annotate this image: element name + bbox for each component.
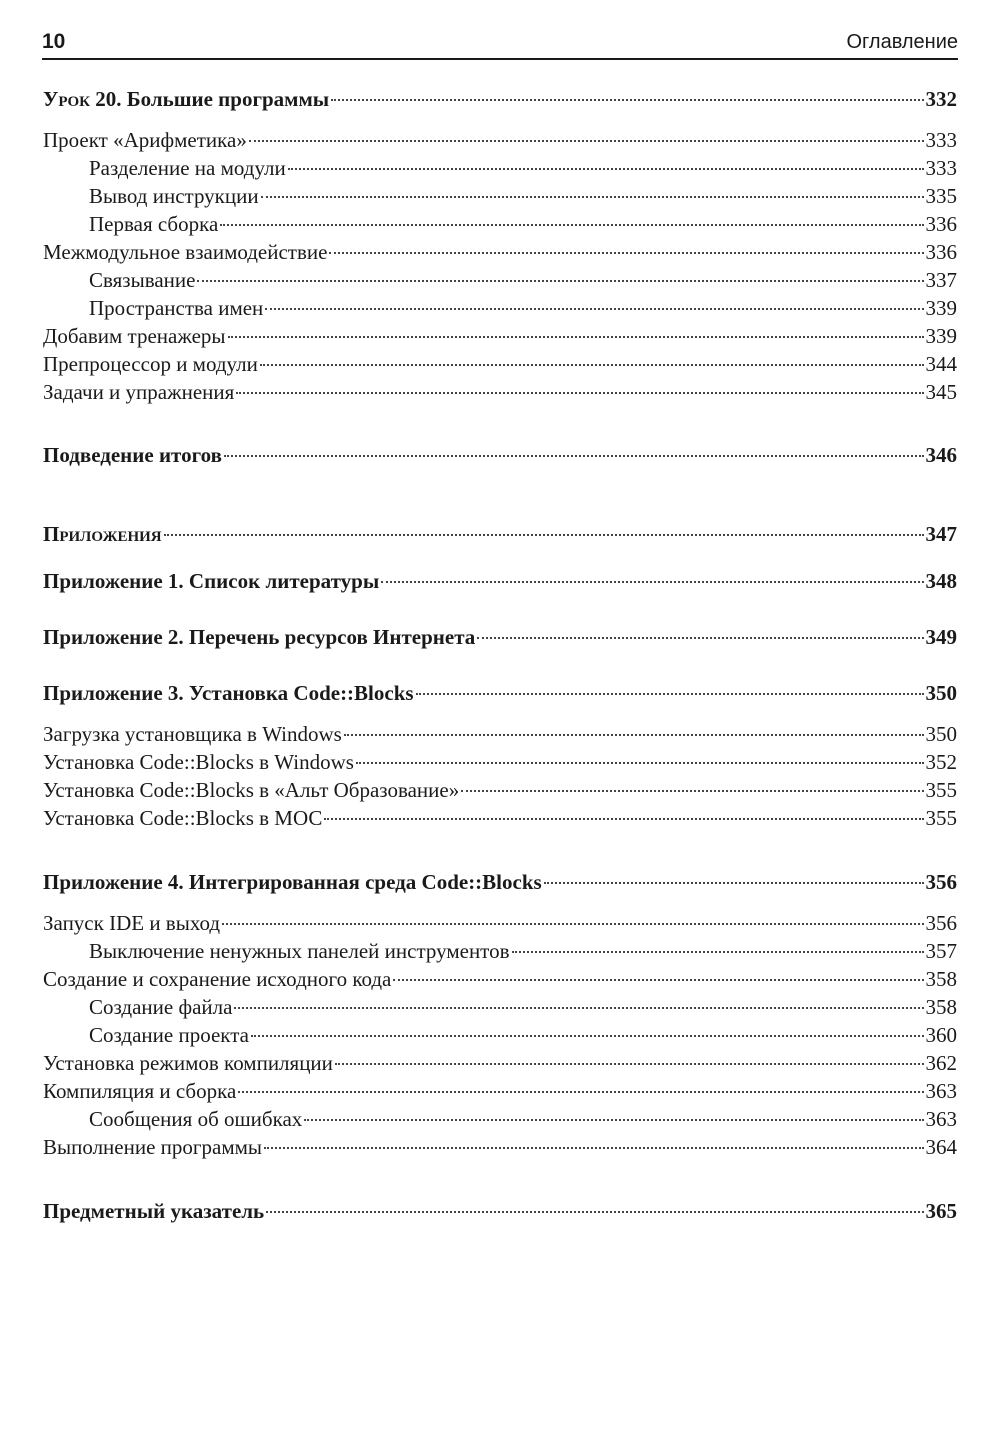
toc-entry-page: 333 <box>925 156 957 180</box>
dot-leader <box>260 364 924 366</box>
dot-leader <box>544 882 924 884</box>
dot-leader <box>197 280 923 282</box>
toc-entry-title: Компиляция и сборка <box>43 1079 237 1103</box>
toc-entry-page: 339 <box>925 324 957 348</box>
toc-entry <box>43 294 957 322</box>
toc-entry <box>43 210 957 238</box>
toc-entry-title: Связывание <box>89 268 196 292</box>
toc-entry-page: 336 <box>925 240 957 264</box>
toc-entry <box>43 623 957 651</box>
dot-leader <box>329 252 923 254</box>
toc-entry-page: 358 <box>925 995 957 1019</box>
toc-entry-title: Задачи и упражнения <box>43 380 235 404</box>
toc-entry <box>43 126 957 154</box>
dot-leader <box>512 951 924 953</box>
toc-entry-title: Выключение ненужных панелей инструментов <box>89 939 510 963</box>
toc-entry <box>43 776 957 804</box>
toc-entry <box>43 868 957 896</box>
toc-entry-page: 356 <box>925 870 957 894</box>
dot-leader <box>416 693 924 695</box>
toc-entry <box>43 1133 957 1161</box>
toc-entry <box>43 154 957 182</box>
dot-leader <box>264 1147 923 1149</box>
toc-entry <box>43 679 957 707</box>
toc-entry-title: Пространства имен <box>89 296 264 320</box>
toc-entry-title: Выполнение программы <box>43 1135 263 1159</box>
dot-leader <box>393 979 923 981</box>
toc-entry <box>43 993 957 1021</box>
toc-entry-title: Запуск IDE и выход <box>43 911 221 935</box>
toc-entry-title: Проект «Арифметика» <box>43 128 247 152</box>
toc-entry <box>43 266 957 294</box>
toc-entry <box>43 909 957 937</box>
toc-entry-page: 365 <box>925 1199 957 1223</box>
dot-leader <box>251 1035 924 1037</box>
toc-entry <box>43 441 957 469</box>
toc-entry-page: 336 <box>925 212 957 236</box>
toc-entry-title: Приложение 3. Установка Code::Blocks <box>43 681 414 705</box>
toc-entry-title: Приложение 1. Список литературы <box>43 569 380 593</box>
toc-entry <box>43 1021 957 1049</box>
toc-entry-title: Приложение 2. Перечень ресурсов Интернета <box>43 625 476 649</box>
toc-entry-title: Установка Code::Blocks в МОС <box>43 806 323 830</box>
toc-entry-page: 348 <box>925 569 957 593</box>
toc-entry-page: 349 <box>925 625 957 649</box>
toc-entry-page: 347 <box>925 522 957 546</box>
toc-entry-title: Первая сборка <box>89 212 219 236</box>
dot-leader <box>238 1091 923 1093</box>
toc-entry-page: 344 <box>925 352 957 376</box>
toc-entry-title: Подведение итогов <box>43 443 222 467</box>
toc-entry <box>43 937 957 965</box>
toc-entry-title: Создание файла <box>89 995 233 1019</box>
dot-leader <box>477 637 923 639</box>
dot-leader <box>335 1063 924 1065</box>
running-title: Оглавление <box>846 31 958 53</box>
toc-entry-title: Установка Code::Blocks в Windows <box>43 750 354 774</box>
toc-entry <box>43 1049 957 1077</box>
dot-leader <box>324 818 923 820</box>
toc-entry <box>43 804 957 832</box>
toc-entry <box>43 720 957 748</box>
toc-entry-page: 362 <box>925 1051 957 1075</box>
toc-entry-title: Разделение на модули <box>89 156 286 180</box>
toc-entry <box>43 350 957 378</box>
dot-leader <box>356 762 924 764</box>
toc-entry-page: 346 <box>925 443 957 467</box>
dot-leader <box>249 140 924 142</box>
dot-leader <box>224 455 924 457</box>
toc-entry-page: 350 <box>925 722 957 746</box>
toc-entry-title: Предметный указатель <box>43 1199 265 1223</box>
toc-entry-title: Добавим тренажеры <box>43 324 226 348</box>
toc-entry-page: 363 <box>925 1107 957 1131</box>
dot-leader <box>344 734 924 736</box>
toc-entry-page: 337 <box>925 268 957 292</box>
toc-entry <box>43 1077 957 1105</box>
toc-entry-page: 345 <box>925 380 957 404</box>
dot-leader <box>288 168 924 170</box>
toc-entry-title: Препроцессор и модули <box>43 352 258 376</box>
toc-entry-page: 350 <box>925 681 957 705</box>
toc-entry-page: 335 <box>925 184 957 208</box>
toc-entry <box>43 748 957 776</box>
toc-entry-page: 355 <box>925 778 957 802</box>
dot-leader <box>265 308 923 310</box>
toc-entry-title: Загрузка установщика в Windows <box>43 722 342 746</box>
running-header <box>42 28 958 60</box>
toc-entry-title: Установка Code::Blocks в «Альт Образование» <box>43 778 460 802</box>
toc-entry-title: Создание и сохранение исходного кода <box>43 967 392 991</box>
toc-entry-page: 357 <box>925 939 957 963</box>
toc-entry-title: Вывод инструкции <box>89 184 259 208</box>
toc-entry <box>43 1197 957 1225</box>
toc-entry-title: Создание проекта <box>89 1023 249 1047</box>
toc-entry-page: 360 <box>925 1023 957 1047</box>
toc-entry <box>43 520 957 548</box>
toc-entry <box>43 182 957 210</box>
toc-entry-page: 332 <box>925 87 957 111</box>
dot-leader <box>236 392 923 394</box>
toc-entry-page: 363 <box>925 1079 957 1103</box>
toc-entry-title: Сообщения об ошибках <box>89 1107 303 1131</box>
dot-leader <box>331 99 923 101</box>
dot-leader <box>266 1211 923 1213</box>
toc-entry <box>43 567 957 595</box>
toc-entry-page: 358 <box>925 967 957 991</box>
page-number: 10 <box>42 30 66 53</box>
toc-entry <box>43 85 957 113</box>
toc-entry-title: Урок 20. Большие программы <box>43 87 330 111</box>
toc-entry-page: 352 <box>925 750 957 774</box>
toc-entry-page: 339 <box>925 296 957 320</box>
dot-leader <box>381 581 923 583</box>
dot-leader <box>222 923 923 925</box>
toc-entry <box>43 322 957 350</box>
dot-leader <box>261 196 924 198</box>
toc-entry-title: Установка режимов компиляции <box>43 1051 333 1075</box>
dot-leader <box>220 224 923 226</box>
dot-leader <box>228 336 924 338</box>
toc-entry <box>43 378 957 406</box>
dot-leader <box>461 790 923 792</box>
toc-entry-page: 364 <box>925 1135 957 1159</box>
toc-entry <box>43 1105 957 1133</box>
toc-entry-title: Приложение 4. Интегрированная среда Code::Blocks <box>43 870 542 894</box>
toc-entry <box>43 965 957 993</box>
dot-leader <box>234 1007 923 1009</box>
dot-leader <box>304 1119 923 1121</box>
toc-entry-page: 355 <box>925 806 957 830</box>
toc-entry-page: 356 <box>925 911 957 935</box>
dot-leader <box>164 534 924 536</box>
toc-entry-title: Межмодульное взаимодействие <box>43 240 328 264</box>
toc-entry-title: Приложения <box>43 522 162 546</box>
toc-entry-page: 333 <box>925 128 957 152</box>
toc-entry <box>43 238 957 266</box>
